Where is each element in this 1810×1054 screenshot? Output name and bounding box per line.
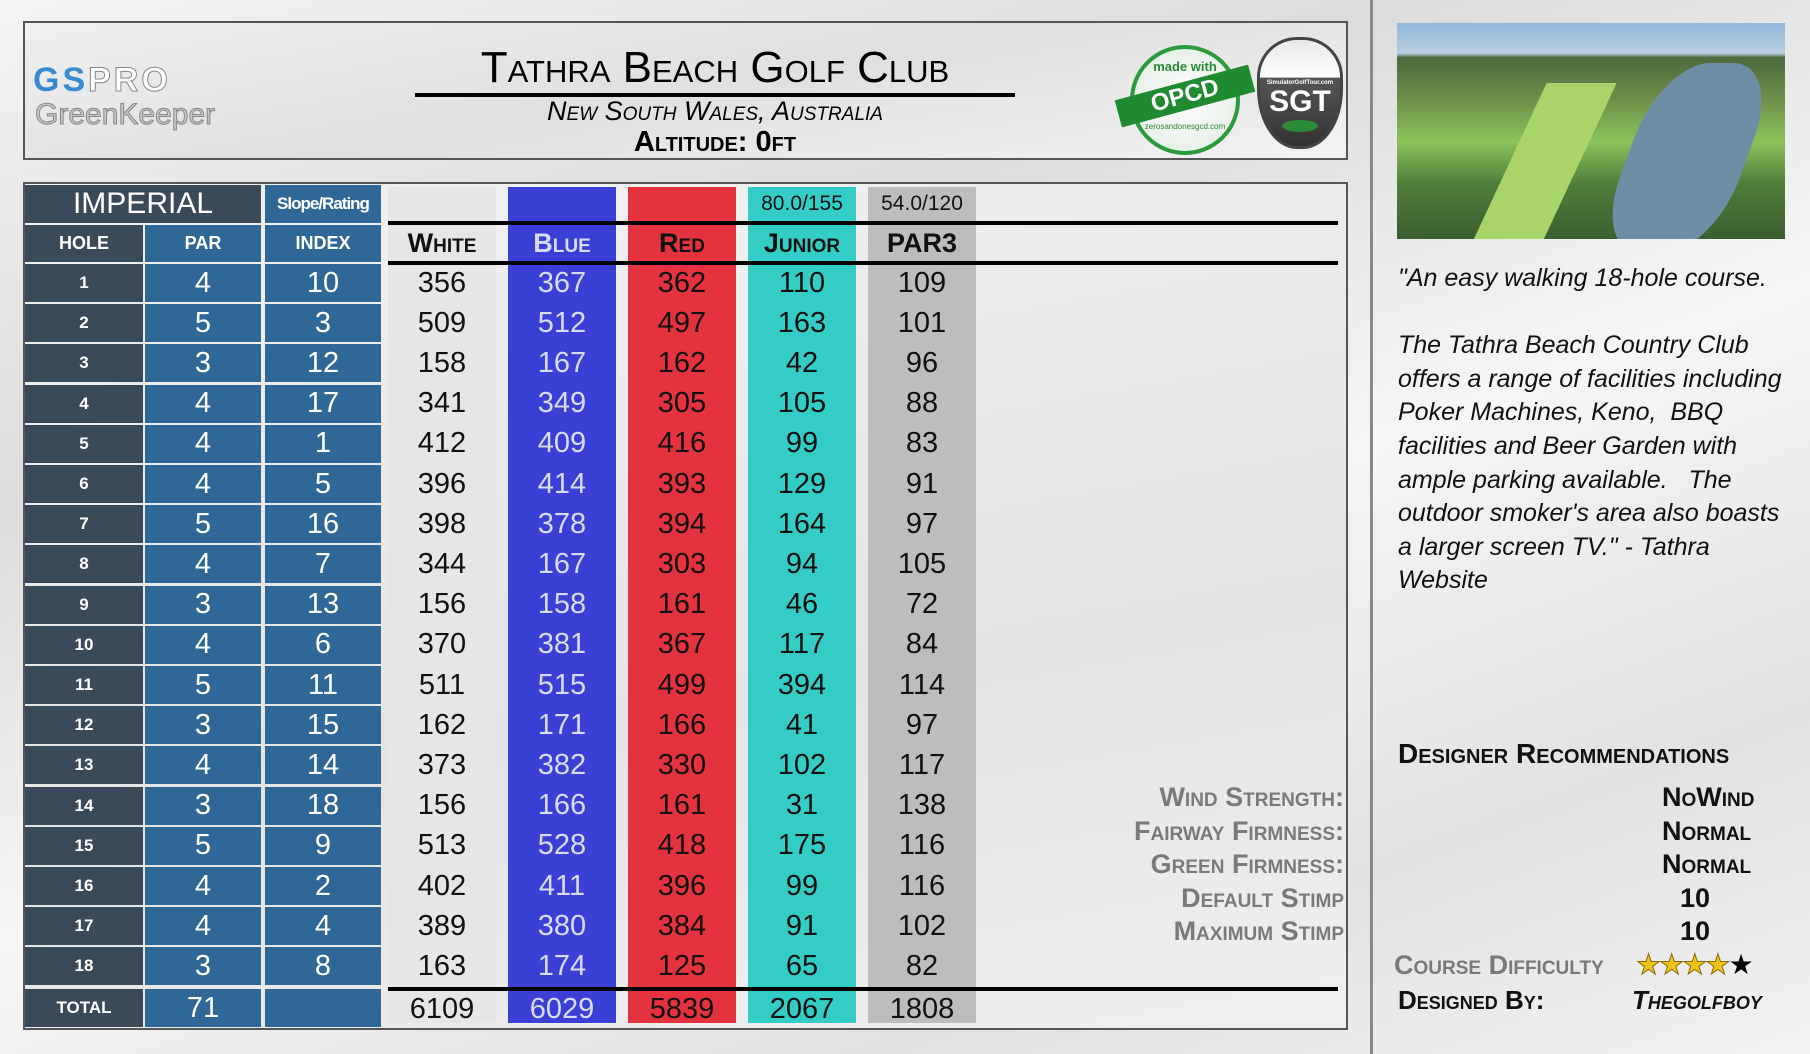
hole-yardage: 511 — [418, 668, 466, 701]
hole-number: 6 — [25, 465, 143, 503]
hole-yardage: 528 — [537, 829, 587, 862]
greenkeeper-logo-text: GreenKeeper — [35, 98, 216, 131]
hole-yardage: 101 — [897, 306, 947, 339]
hole-yardage: 362 — [657, 266, 707, 299]
table-rule — [388, 987, 1338, 991]
hole-yardage: 303 — [657, 547, 707, 580]
course-location: New South Wales, Australia — [547, 96, 883, 126]
hole-yardage: 409 — [537, 427, 587, 460]
hole-par: 4 — [145, 907, 261, 945]
hole-number: 4 — [25, 385, 143, 423]
opcd-top-text: made with — [1153, 59, 1217, 74]
gspro-logo — [33, 61, 171, 100]
hole-yardage: 116 — [898, 829, 946, 862]
rec-value: 10 — [1680, 882, 1711, 913]
hole-yardage: 31 — [785, 789, 819, 822]
designed-by-label: Designed By: — [1398, 985, 1545, 1015]
hole-yardage: 102 — [897, 909, 947, 942]
tee-total: 6029 — [529, 992, 595, 1025]
hole-yardage: 175 — [777, 829, 827, 862]
hole-number: 7 — [25, 505, 143, 543]
tee-total: 1808 — [889, 992, 955, 1025]
hole-yardage: 344 — [417, 547, 467, 580]
hole-number: 2 — [25, 304, 143, 342]
hole-yardage: 167 — [537, 547, 587, 580]
hole-yardage: 418 — [657, 829, 707, 862]
star-filled-icon: ★ — [1636, 949, 1660, 980]
course-altitude: Altitude: 0ft — [633, 126, 797, 158]
river-shape — [1592, 63, 1781, 239]
slope-rating-label: Slope/Rating — [265, 185, 381, 223]
rec-value: Normal — [1662, 849, 1752, 879]
hole-yardage: 164 — [777, 507, 827, 540]
hole-number: 16 — [25, 867, 143, 905]
hole-yardage: 129 — [777, 467, 827, 500]
hole-number: 5 — [25, 425, 143, 463]
hole-yardage: 158 — [537, 588, 587, 621]
hole-number: 11 — [25, 666, 143, 704]
hole-number: 15 — [25, 827, 143, 865]
hole-yardage: 161 — [657, 588, 707, 621]
hole-yardage: 117 — [898, 748, 946, 781]
tee-header: Junior — [763, 228, 841, 258]
hole-index: 9 — [265, 827, 381, 865]
hole-yardage: 373 — [417, 748, 467, 781]
hole-par: 5 — [145, 666, 261, 704]
hole-par: 4 — [145, 626, 261, 664]
hole-par: 3 — [145, 586, 261, 624]
difficulty-stars — [1636, 948, 1752, 981]
hole-index: 4 — [265, 907, 381, 945]
tee-total: 2067 — [769, 992, 835, 1025]
tee-slope-rating: 80.0/155 — [761, 192, 843, 215]
hole-index: 1 — [265, 425, 381, 463]
hole-par: 4 — [145, 264, 261, 302]
hole-yardage: 512 — [537, 306, 587, 339]
unit-label: IMPERIAL — [25, 185, 261, 223]
hole-yardage: 499 — [657, 668, 707, 701]
hole-number: 13 — [25, 746, 143, 784]
logo-text-gs: GS — [33, 61, 89, 99]
tee-header: Blue — [533, 228, 591, 258]
hole-yardage: 411 — [538, 869, 586, 902]
sgt-text: SGT — [1269, 85, 1331, 118]
hole-index: 13 — [265, 586, 381, 624]
hole-yardage: 370 — [417, 628, 467, 661]
hole-yardage: 91 — [785, 909, 819, 942]
hole-yardage: 412 — [417, 427, 467, 460]
hole-index: 16 — [265, 505, 381, 543]
hole-yardage: 116 — [898, 869, 946, 902]
difficulty-label: Course Difficulty — [1394, 950, 1604, 980]
course-description: "An easy walking 18-hole course. The Tathra Beach Country Club offers a range of facilities including Poker Machines, Keno, BBQ facilities and Beer Garden with ample parking available. The outdoor smoker's area also boasts a larger screen TV." - Tathra Website — [1398, 264, 1782, 595]
hole-yardage: 99 — [785, 427, 819, 460]
course-title: Tathra Beach Golf Club — [415, 43, 1015, 97]
hole-yardage: 156 — [417, 588, 467, 621]
hole-number: 18 — [25, 947, 143, 985]
hole-yardage: 509 — [417, 306, 467, 339]
hole-yardage: 356 — [417, 266, 467, 299]
hole-number: 10 — [25, 626, 143, 664]
table-rule — [388, 261, 1338, 265]
tee-header: White — [407, 228, 477, 258]
hole-yardage: 91 — [905, 467, 939, 500]
hole-number: 3 — [25, 344, 143, 382]
hole-yardage: 393 — [657, 467, 707, 500]
hole-yardage: 398 — [417, 507, 467, 540]
hole-index: 12 — [265, 344, 381, 382]
hole-yardage: 105 — [897, 547, 947, 580]
sgt-green-icon — [1282, 120, 1318, 132]
hole-header: HOLE — [25, 225, 143, 262]
hole-yardage: 171 — [537, 708, 587, 741]
hole-yardage: 138 — [897, 789, 947, 822]
hole-yardage: 84 — [905, 628, 939, 661]
rec-value: 10 — [1680, 916, 1711, 946]
hole-par: 5 — [145, 304, 261, 342]
hole-yardage: 396 — [657, 869, 707, 902]
hole-yardage: 416 — [657, 427, 707, 460]
hole-index: 17 — [265, 385, 381, 423]
hole-yardage: 402 — [417, 869, 467, 902]
recommendations-title: Designer Recommendations — [1398, 738, 1730, 769]
hole-yardage: 42 — [785, 346, 819, 379]
logo-text-pro: PRO — [88, 61, 171, 99]
hole-yardage: 102 — [777, 748, 827, 781]
hole-index: 14 — [265, 746, 381, 784]
hole-index: 15 — [265, 706, 381, 744]
rec-label: Green Firmness: — [1150, 849, 1344, 879]
hole-yardage: 367 — [537, 266, 587, 299]
hole-par: 3 — [145, 787, 261, 825]
hole-yardage: 161 — [657, 789, 707, 822]
hole-yardage: 114 — [898, 668, 946, 701]
hole-yardage: 105 — [777, 387, 827, 420]
rec-label: Default Stimp — [1181, 882, 1344, 913]
hole-par: 4 — [145, 746, 261, 784]
hole-yardage: 65 — [785, 949, 819, 982]
hole-yardage: 382 — [537, 748, 587, 781]
hole-yardage: 83 — [905, 427, 939, 460]
rec-label: Maximum Stimp — [1173, 916, 1344, 946]
tee-slope-rating: 54.0/120 — [881, 192, 963, 215]
hole-yardage: 97 — [905, 507, 939, 540]
star-filled-icon: ★ — [1705, 949, 1729, 980]
rec-value: NoWind — [1662, 782, 1755, 812]
hole-par: 5 — [145, 505, 261, 543]
hole-yardage: 384 — [657, 909, 707, 942]
rec-value: Normal — [1662, 815, 1752, 846]
hole-yardage: 381 — [537, 628, 587, 661]
hole-yardage: 163 — [777, 306, 827, 339]
hole-yardage: 99 — [785, 869, 819, 902]
star-empty-icon: ★ — [1728, 949, 1752, 980]
hole-number: 8 — [25, 545, 143, 583]
hole-par: 4 — [145, 465, 261, 503]
hole-yardage: 166 — [537, 789, 587, 822]
opcd-logo — [1130, 45, 1240, 155]
hole-yardage: 414 — [537, 467, 587, 500]
tee-header: PAR3 — [886, 228, 958, 258]
hole-number: 14 — [25, 787, 143, 825]
index-total-empty — [265, 989, 381, 1027]
hole-yardage: 380 — [537, 909, 587, 942]
hole-yardage: 515 — [537, 668, 587, 701]
hole-index: 7 — [265, 545, 381, 583]
hole-yardage: 394 — [657, 507, 707, 540]
hole-yardage: 166 — [657, 708, 707, 741]
course-photo — [1397, 23, 1785, 239]
tee-total: 5839 — [649, 992, 715, 1025]
hole-yardage: 97 — [905, 708, 939, 741]
hole-par: 3 — [145, 344, 261, 382]
hole-yardage: 158 — [417, 346, 467, 379]
hole-yardage: 125 — [657, 949, 707, 982]
hole-number: 17 — [25, 907, 143, 945]
hole-yardage: 46 — [785, 588, 819, 621]
hole-number: 1 — [25, 264, 143, 302]
hole-yardage: 163 — [417, 949, 467, 982]
hole-index: 5 — [265, 465, 381, 503]
designer-name: Thegolfboy — [1632, 985, 1762, 1015]
sgt-url: SimulatorGolfTour.com — [1266, 80, 1334, 86]
hole-yardage: 167 — [537, 346, 587, 379]
hole-yardage: 341 — [417, 387, 467, 420]
hole-yardage: 396 — [417, 467, 467, 500]
hole-index: 11 — [265, 666, 381, 704]
sgt-logo — [1257, 37, 1343, 149]
hole-yardage: 109 — [897, 266, 947, 299]
hole-yardage: 156 — [417, 789, 467, 822]
hole-par: 5 — [145, 827, 261, 865]
hole-par: 3 — [145, 706, 261, 744]
hole-yardage: 162 — [657, 346, 707, 379]
course-header — [23, 21, 1348, 160]
opcd-url: zerosandonesgcd.com — [1144, 122, 1226, 131]
par-total: 71 — [145, 989, 261, 1027]
hole-yardage: 41 — [785, 708, 819, 741]
star-filled-icon: ★ — [1682, 949, 1706, 980]
hole-yardage: 162 — [417, 708, 467, 741]
panel-divider — [1370, 0, 1373, 1054]
hole-yardage: 94 — [785, 547, 819, 580]
hole-yardage: 117 — [778, 628, 826, 661]
hole-yardage: 367 — [657, 628, 707, 661]
hole-yardage: 378 — [537, 507, 587, 540]
hole-par: 4 — [145, 545, 261, 583]
hole-yardage: 389 — [417, 909, 467, 942]
hole-index: 18 — [265, 787, 381, 825]
tee-total: 6109 — [409, 992, 475, 1025]
rec-label: Wind Strength: — [1159, 782, 1344, 812]
par-header: PAR — [145, 225, 261, 262]
hole-yardage: 72 — [905, 588, 939, 621]
tee-header: Red — [659, 228, 705, 258]
hole-par: 4 — [145, 867, 261, 905]
hole-yardage: 88 — [905, 387, 939, 420]
rec-label: Fairway Firmness: — [1134, 815, 1344, 846]
hole-yardage: 394 — [777, 668, 827, 701]
hole-index: 10 — [265, 264, 381, 302]
hole-number: 12 — [25, 706, 143, 744]
total-label: TOTAL — [25, 989, 143, 1027]
hole-yardage: 96 — [905, 346, 939, 379]
hole-yardage: 82 — [905, 949, 939, 982]
hole-index: 8 — [265, 947, 381, 985]
hole-yardage: 513 — [417, 829, 467, 862]
hole-index: 2 — [265, 867, 381, 905]
table-rule — [388, 221, 1338, 225]
hole-number: 9 — [25, 586, 143, 624]
hole-yardage: 497 — [657, 306, 707, 339]
hole-yardage: 349 — [537, 387, 587, 420]
hole-par: 3 — [145, 947, 261, 985]
opcd-banner: OPCD — [1115, 65, 1256, 128]
index-header: INDEX — [265, 225, 381, 262]
hole-yardage: 174 — [537, 949, 587, 982]
hole-par: 4 — [145, 385, 261, 423]
hole-yardage: 110 — [778, 266, 826, 299]
hole-par: 4 — [145, 425, 261, 463]
hole-index: 3 — [265, 304, 381, 342]
hole-yardage: 305 — [657, 387, 707, 420]
hole-yardage: 330 — [657, 748, 707, 781]
fairway-shape — [1467, 83, 1616, 239]
star-filled-icon: ★ — [1659, 949, 1683, 980]
hole-index: 6 — [265, 626, 381, 664]
